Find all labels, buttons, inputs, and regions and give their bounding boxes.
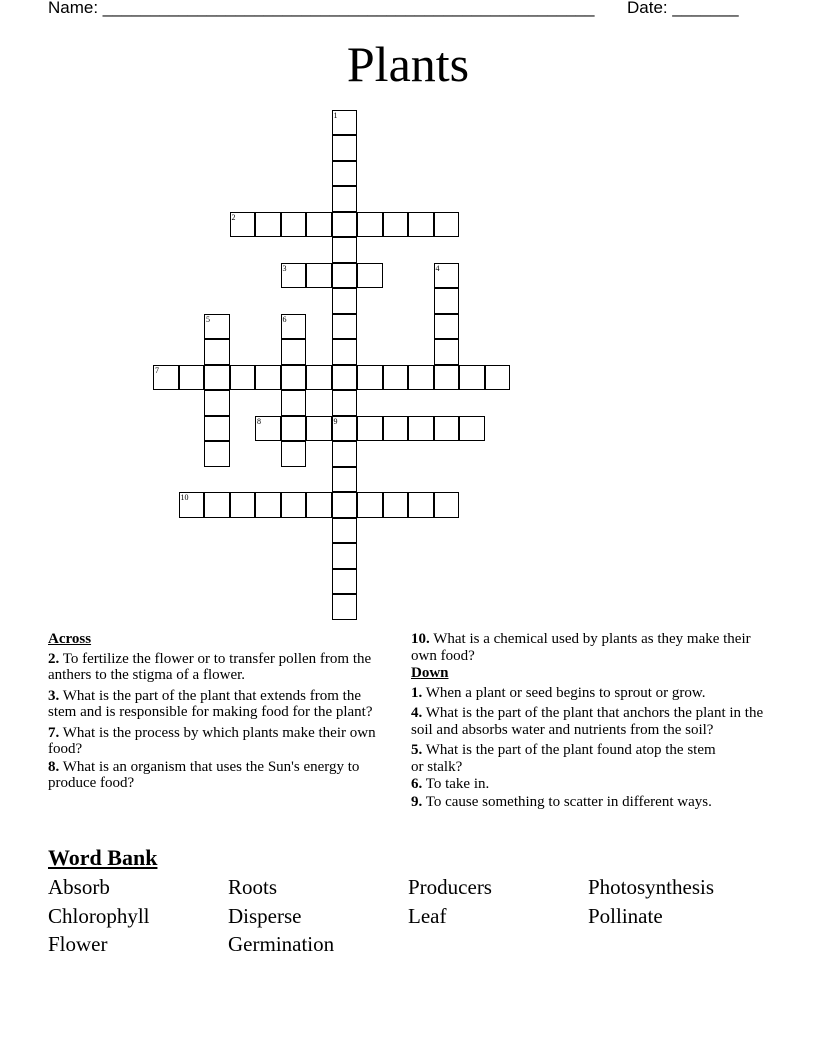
crossword-cell[interactable]	[281, 365, 307, 391]
word-bank-item: Pollinate	[588, 904, 663, 928]
crossword-cell[interactable]	[306, 492, 332, 518]
crossword-cell[interactable]	[357, 492, 383, 518]
clue-across-3	[48, 688, 393, 721]
crossword-cell[interactable]	[230, 365, 256, 391]
clue-text: To fertilize the flower or to transfer pollen from the anthers to the stigma of a flower.	[48, 650, 372, 683]
crossword-cell[interactable]	[434, 314, 460, 340]
crossword-cell[interactable]	[332, 594, 358, 620]
crossword-cell[interactable]	[179, 365, 205, 391]
crossword-cell[interactable]	[357, 365, 383, 391]
crossword-cell[interactable]	[357, 212, 383, 238]
clue-down-1	[411, 685, 771, 702]
crossword-cell[interactable]	[332, 186, 358, 212]
crossword-cell[interactable]	[332, 365, 358, 391]
crossword-cell[interactable]	[255, 365, 281, 391]
crossword-cell[interactable]	[383, 492, 409, 518]
clue-number-label: 10	[180, 493, 189, 502]
crossword-cell[interactable]	[306, 263, 332, 289]
clue-across-7	[48, 725, 393, 758]
across-heading: Across	[48, 631, 92, 647]
crossword-cell[interactable]	[255, 492, 281, 518]
clue-number: 5.	[411, 742, 423, 758]
clue-number-label: 7	[155, 365, 159, 375]
crossword-cell[interactable]	[204, 492, 230, 518]
clue-number-label: 1	[333, 110, 338, 120]
clue-text: When a plant or seed begins to sprout or grow.	[422, 684, 706, 701]
crossword-cell[interactable]	[357, 263, 383, 289]
clue-text: What is a chemical used by plants as they make their own food?	[411, 631, 751, 664]
clue-number: 7.	[48, 724, 60, 741]
crossword-cell[interactable]	[281, 492, 307, 518]
crossword-cell[interactable]	[281, 212, 307, 238]
clue-text: What is an organism that uses the Sun's energy to produce food?	[48, 758, 360, 791]
clue-number: 9.	[411, 793, 423, 810]
down-heading: Down	[411, 665, 449, 681]
clue-text: To cause something to scatter in different ways.	[422, 793, 712, 810]
clue-number: 10.	[411, 631, 430, 647]
word-bank-item: Flower	[48, 932, 108, 956]
crossword-cell[interactable]	[332, 288, 358, 314]
clue-text: What is the process by which plants make their own food?	[48, 724, 376, 757]
clue-across-10	[411, 631, 771, 664]
clue-number: 3.	[48, 687, 60, 704]
word-bank-title: Word Bank	[48, 845, 158, 870]
clue-text: What is the part of the plant that extends from the stem and is responsible for making food for the plant?	[48, 687, 373, 720]
crossword-cell[interactable]	[332, 543, 358, 569]
crossword-cell[interactable]	[459, 416, 485, 442]
clue-across-2	[48, 651, 393, 684]
crossword-cell[interactable]	[434, 339, 460, 365]
crossword-cell[interactable]	[408, 365, 434, 391]
clue-text: What is the part of the plant found atop the stem or stalk?	[411, 742, 716, 775]
word-bank-item: Chlorophyll	[48, 904, 150, 928]
clue-down-5	[411, 742, 721, 775]
clue-number-label: 6	[282, 314, 287, 324]
word-bank-item: Photosynthesis	[588, 875, 715, 899]
down-clues	[411, 631, 771, 814]
crossword-cell[interactable]	[281, 441, 307, 467]
crossword-cell[interactable]	[332, 518, 358, 544]
crossword-cell[interactable]	[306, 365, 332, 391]
crossword-cell[interactable]	[255, 212, 281, 238]
crossword-cell[interactable]	[434, 416, 460, 442]
word-bank-item: Germination	[228, 932, 335, 956]
crossword-cell[interactable]	[434, 492, 460, 518]
crossword-cell[interactable]	[434, 365, 460, 391]
crossword-cell[interactable]	[408, 416, 434, 442]
crossword-cell[interactable]	[434, 288, 460, 314]
crossword-cell[interactable]	[332, 212, 358, 238]
crossword-cell[interactable]	[230, 492, 256, 518]
name-field-label[interactable]: Name: ____________________________________________________	[48, 0, 595, 17]
clue-number: 1.	[411, 684, 423, 701]
clue-number-label: 3	[282, 263, 287, 273]
across-clues	[48, 631, 393, 796]
crossword-cell[interactable]	[306, 416, 332, 442]
crossword-cell[interactable]	[281, 390, 307, 416]
crossword-cell[interactable]	[332, 263, 358, 289]
date-field-label[interactable]: Date: _______	[627, 0, 739, 17]
page-title: Plants	[346, 36, 470, 92]
clue-down-4	[411, 705, 771, 738]
crossword-cell[interactable]	[332, 467, 358, 493]
clue-number: 6.	[411, 776, 423, 792]
crossword-cell[interactable]	[383, 365, 409, 391]
crossword-cell[interactable]	[204, 390, 230, 416]
crossword-cell[interactable]	[485, 365, 511, 391]
clue-down-9	[411, 794, 771, 811]
word-bank-item: Producers	[408, 875, 492, 899]
word-bank-item: Disperse	[228, 904, 302, 928]
clue-text: To take in.	[422, 776, 490, 792]
crossword-cell[interactable]	[332, 441, 358, 467]
crossword-cell[interactable]	[204, 416, 230, 442]
clue-down-6	[411, 776, 771, 793]
crossword-cell[interactable]	[332, 339, 358, 365]
clue-number: 2.	[48, 650, 60, 667]
crossword-cell[interactable]	[459, 365, 485, 391]
crossword-cell[interactable]	[281, 416, 307, 442]
word-bank-item: Absorb	[48, 875, 110, 899]
crossword-cell[interactable]	[204, 339, 230, 365]
crossword-cell[interactable]	[306, 212, 332, 238]
clue-number-label: 4	[435, 263, 440, 273]
crossword-cell[interactable]	[383, 212, 409, 238]
clue-number: 4.	[411, 705, 423, 721]
crossword-cell[interactable]	[408, 212, 434, 238]
crossword-cell[interactable]	[281, 339, 307, 365]
crossword-cell[interactable]	[332, 314, 358, 340]
crossword-cell[interactable]	[204, 365, 230, 391]
crossword-cell[interactable]	[332, 390, 358, 416]
crossword-cell[interactable]	[383, 416, 409, 442]
clue-number-label: 8	[257, 416, 261, 426]
crossword-cell[interactable]	[204, 441, 230, 467]
crossword-cell[interactable]	[332, 237, 358, 263]
crossword-cell[interactable]	[357, 416, 383, 442]
clue-across-8	[48, 759, 393, 792]
clue-number: 8.	[48, 758, 60, 775]
crossword-cell[interactable]	[434, 212, 460, 238]
clue-number-label: 9	[333, 416, 338, 426]
crossword-cell[interactable]	[332, 161, 358, 187]
crossword-cell[interactable]	[332, 135, 358, 161]
crossword-cell[interactable]	[332, 492, 358, 518]
clue-number-label: 5	[206, 314, 210, 324]
word-bank-item: Leaf	[408, 904, 447, 928]
clue-text: What is the part of the plant that anchors the plant in the soil and absorbs water and nutrients from the soil?	[411, 705, 764, 738]
clue-number-label: 2	[231, 212, 236, 222]
crossword-cell[interactable]	[408, 492, 434, 518]
word-bank-item: Roots	[228, 875, 278, 899]
crossword-cell[interactable]	[332, 569, 358, 595]
